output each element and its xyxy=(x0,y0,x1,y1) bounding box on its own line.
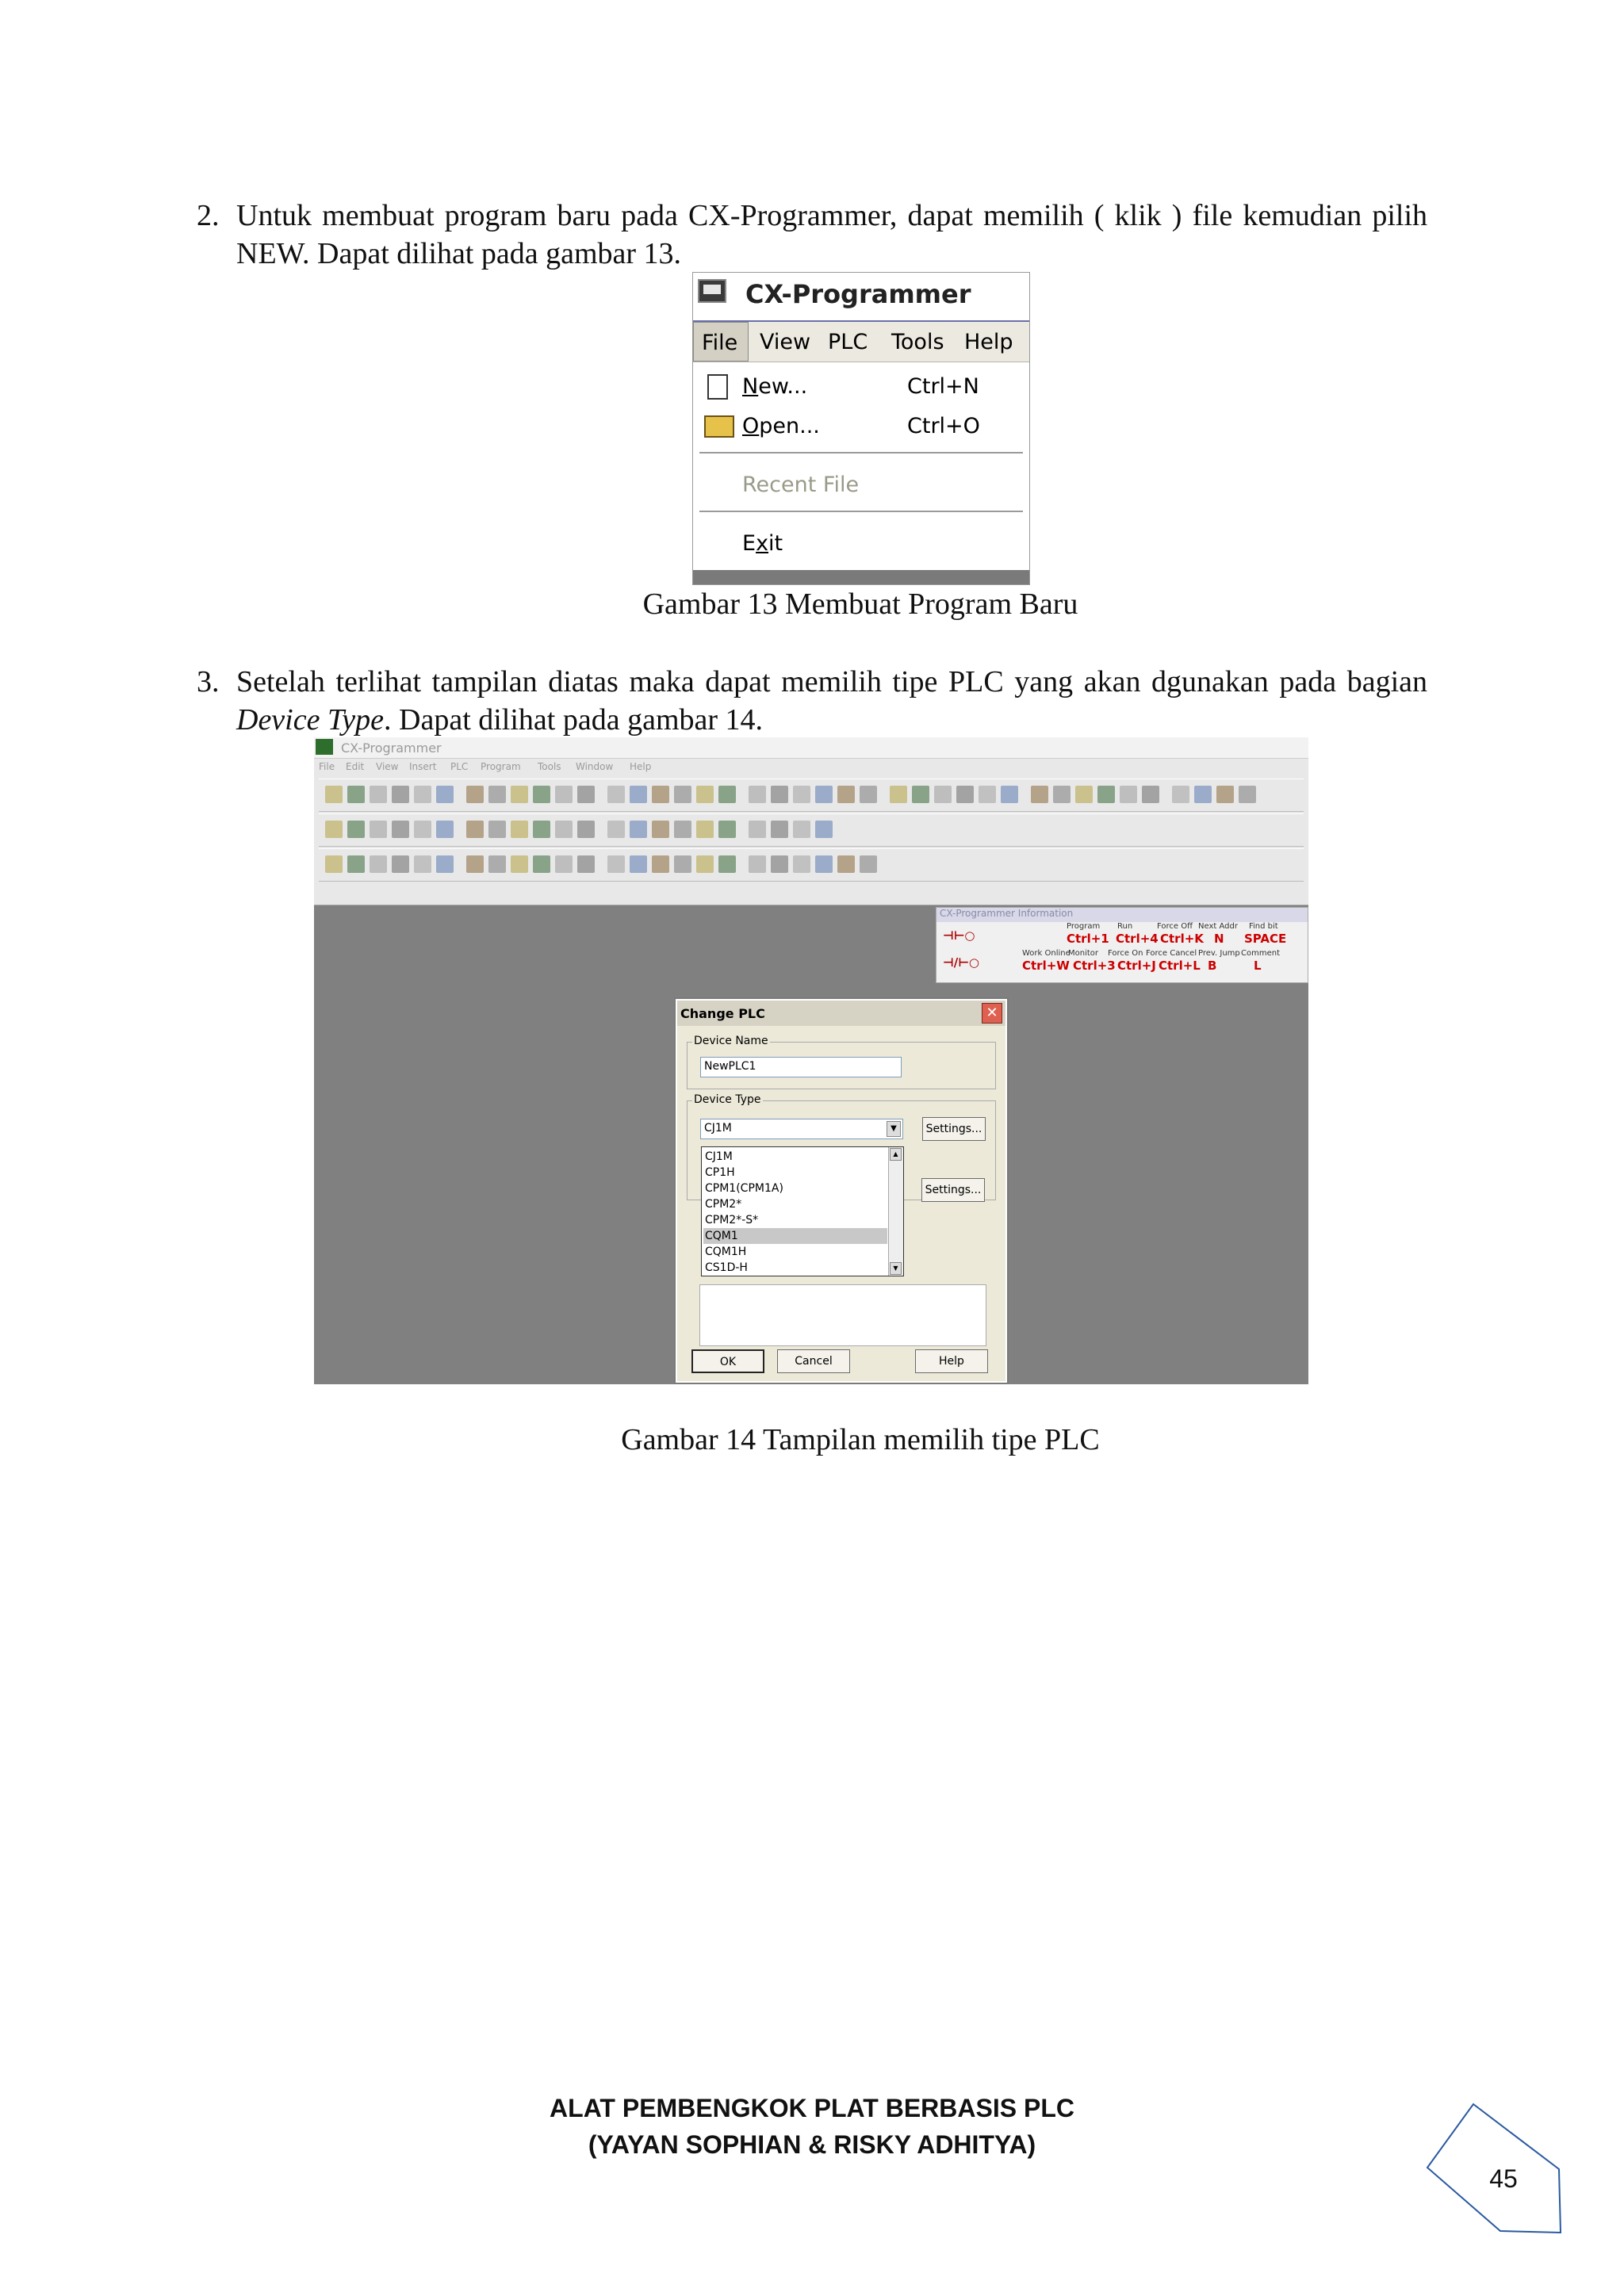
toolbar-button-icon[interactable] xyxy=(793,786,810,803)
toolbar-button-icon[interactable] xyxy=(607,855,625,873)
info-key: L xyxy=(1254,959,1262,973)
toolbar-button-icon[interactable] xyxy=(511,821,528,838)
cx-programmer-app-icon xyxy=(698,279,726,303)
info-label: Prev. Jump xyxy=(1198,949,1240,958)
toolbar-button-icon[interactable] xyxy=(674,821,691,838)
info-label: Next Addr xyxy=(1198,922,1238,931)
toolbar-button-icon[interactable] xyxy=(718,821,736,838)
toolbar-row-3 xyxy=(319,848,1304,882)
file-menu-dropdown xyxy=(693,363,1029,570)
menu-window[interactable]: Window xyxy=(576,761,614,772)
information-panel xyxy=(936,907,1308,983)
footer-authors: (YAYAN SOPHIAN & RISKY ADHITYA) xyxy=(588,2130,1036,2159)
info-label: Comment xyxy=(1241,949,1280,958)
toolbar-button-icon[interactable] xyxy=(696,855,714,873)
toolbar-button-icon[interactable] xyxy=(370,855,387,873)
toolbar-button-icon[interactable] xyxy=(1142,786,1159,803)
toolbar-button-icon[interactable] xyxy=(325,855,343,873)
paragraph-item-2 xyxy=(197,197,1427,273)
toolbar-button-icon[interactable] xyxy=(696,786,714,803)
toolbar-button-icon[interactable] xyxy=(555,855,573,873)
toolbar-button-icon[interactable] xyxy=(325,821,343,838)
text-emphasis: Device Type xyxy=(236,703,385,737)
shortcut-new: Ctrl+N xyxy=(907,374,979,399)
window-title-bar xyxy=(693,273,1029,322)
toolbar-button-icon[interactable] xyxy=(488,855,506,873)
dialog-title: Change PLC xyxy=(680,1006,765,1021)
comment-field[interactable] xyxy=(699,1284,986,1346)
info-key: Ctrl+4 xyxy=(1116,932,1159,946)
menu-file[interactable]: File xyxy=(693,322,749,362)
shortcut-open: Ctrl+O xyxy=(907,414,980,438)
toolbar-button-icon[interactable] xyxy=(815,855,833,873)
toolbar-button-icon[interactable] xyxy=(674,786,691,803)
menu-separator xyxy=(699,511,1023,512)
info-key: SPACE xyxy=(1244,932,1287,946)
paragraph-item-3 xyxy=(197,663,1427,739)
ladder-symbol-icon: ⊣⊢○ xyxy=(943,928,975,943)
scrollbar[interactable] xyxy=(888,1147,903,1276)
toolbar-button-icon[interactable] xyxy=(488,821,506,838)
window-title-bar xyxy=(314,737,1308,759)
toolbar-button-icon[interactable] xyxy=(652,855,669,873)
menu-item-exit[interactable]: Exit xyxy=(742,531,783,556)
scroll-down-icon[interactable]: ▼ xyxy=(890,1262,902,1275)
chevron-down-icon[interactable]: ▼ xyxy=(887,1121,901,1137)
toolbar-button-icon[interactable] xyxy=(1001,786,1018,803)
footer-title: ALAT PEMBENGKOK PLAT BERBASIS PLC xyxy=(550,2094,1074,2122)
toolbar-button-icon[interactable] xyxy=(837,786,855,803)
toolbar-button-icon[interactable] xyxy=(890,786,907,803)
information-panel-title: CX-Programmer Information xyxy=(936,908,1308,922)
toolbar-button-icon[interactable] xyxy=(607,821,625,838)
device-name-label: Device Name xyxy=(694,1035,768,1047)
toolbar-button-icon[interactable] xyxy=(652,786,669,803)
ok-button[interactable]: OK xyxy=(691,1349,764,1373)
toolbar-button-icon[interactable] xyxy=(392,821,409,838)
info-key: N xyxy=(1214,932,1224,946)
menu-view[interactable]: View xyxy=(760,330,811,354)
toolbar-row-2 xyxy=(319,813,1304,847)
toolbar-button-icon[interactable] xyxy=(793,821,810,838)
toolbar-button-icon[interactable] xyxy=(347,821,365,838)
toolbar-button-icon[interactable] xyxy=(837,855,855,873)
toolbar-button-icon[interactable] xyxy=(749,855,766,873)
menu-edit[interactable]: Edit xyxy=(346,761,365,772)
page-number: 45 xyxy=(1489,2164,1518,2193)
menu-item-open[interactable]: Open... xyxy=(742,414,820,438)
toolbar-button-icon[interactable] xyxy=(436,855,454,873)
info-label: Monitor xyxy=(1068,949,1099,958)
toolbar-button-icon[interactable] xyxy=(1031,786,1048,803)
toolbar-button-icon[interactable] xyxy=(577,821,595,838)
toolbar-button-icon[interactable] xyxy=(607,786,625,803)
toolbar-button-icon[interactable] xyxy=(466,821,484,838)
toolbar-button-icon[interactable] xyxy=(436,821,454,838)
toolbar-button-icon[interactable] xyxy=(533,821,550,838)
toolbar-button-icon[interactable] xyxy=(511,855,528,873)
menu-view[interactable]: View xyxy=(376,761,399,772)
toolbar-button-icon[interactable] xyxy=(555,821,573,838)
settings-button[interactable]: Settings... xyxy=(922,1117,986,1141)
toolbar-button-icon[interactable] xyxy=(1097,786,1115,803)
menu-separator xyxy=(699,452,1023,453)
toolbar-button-icon[interactable] xyxy=(414,821,431,838)
info-key: Ctrl+W xyxy=(1022,959,1070,973)
application-chrome xyxy=(314,737,1308,905)
device-type-option[interactable]: CQM1H xyxy=(705,1246,747,1258)
menu-item-recent-file: Recent File xyxy=(742,473,860,497)
toolbar-button-icon[interactable] xyxy=(577,855,595,873)
toolbar-button-icon[interactable] xyxy=(392,855,409,873)
help-button[interactable]: Help xyxy=(915,1349,988,1373)
device-type-option[interactable]: CPM1(CPM1A) xyxy=(705,1182,783,1195)
device-type-option[interactable]: CPM2*-S* xyxy=(705,1214,759,1226)
toolbar-button-icon[interactable] xyxy=(1239,786,1256,803)
window-title: CX-Programmer xyxy=(745,279,971,309)
info-label: Find bit xyxy=(1249,922,1278,931)
toolbar-button-icon[interactable] xyxy=(533,855,550,873)
device-type-option[interactable]: CP1H xyxy=(705,1166,735,1179)
toolbar-button-icon[interactable] xyxy=(771,786,788,803)
toolbar-button-icon[interactable] xyxy=(466,855,484,873)
device-type-selected-value: CJ1M xyxy=(704,1122,732,1135)
toolbar-button-icon[interactable] xyxy=(1194,786,1212,803)
device-type-option[interactable]: CS1D-H xyxy=(705,1261,748,1274)
open-folder-icon xyxy=(704,415,734,438)
info-label: Work Online xyxy=(1022,949,1071,958)
figure-14-caption: Gambar 14 Tampilan memilih tipe PLC xyxy=(621,1423,1100,1456)
toolbar-button-icon[interactable] xyxy=(392,786,409,803)
device-type-option[interactable]: CPM2* xyxy=(705,1198,742,1211)
toolbar-button-icon[interactable] xyxy=(1053,786,1071,803)
info-key: Ctrl+3 xyxy=(1073,959,1116,973)
info-key: Ctrl+1 xyxy=(1067,932,1109,946)
toolbar-button-icon[interactable] xyxy=(1172,786,1189,803)
toolbar-button-icon[interactable] xyxy=(511,786,528,803)
figure-14-change-plc-screenshot xyxy=(314,737,1308,1384)
toolbar-button-icon[interactable] xyxy=(860,855,877,873)
toolbar-button-icon[interactable] xyxy=(533,786,550,803)
toolbar-button-icon[interactable] xyxy=(1120,786,1137,803)
device-name-field[interactable]: NewPLC1 xyxy=(700,1057,902,1077)
menu-bottom-edge xyxy=(693,570,1029,584)
toolbar-button-icon[interactable] xyxy=(934,786,952,803)
info-label: Program xyxy=(1067,922,1101,931)
toolbar-button-icon[interactable] xyxy=(630,786,647,803)
toolbar-button-icon[interactable] xyxy=(347,855,365,873)
cx-programmer-app-icon xyxy=(316,739,333,755)
new-document-icon xyxy=(707,374,728,400)
toolbar-button-icon[interactable] xyxy=(771,821,788,838)
toolbar-button-icon[interactable] xyxy=(1216,786,1234,803)
toolbar-button-icon[interactable] xyxy=(860,786,877,803)
toolbar-button-icon[interactable] xyxy=(718,786,736,803)
toolbar-button-icon[interactable] xyxy=(414,786,431,803)
change-plc-dialog xyxy=(676,999,1007,1383)
menu-insert[interactable]: Insert xyxy=(409,761,437,772)
toolbar-button-icon[interactable] xyxy=(956,786,974,803)
toolbar-button-icon[interactable] xyxy=(555,786,573,803)
network-settings-button[interactable]: Settings... xyxy=(921,1178,985,1202)
info-key: Ctrl+K xyxy=(1160,932,1204,946)
menu-plc[interactable]: PLC xyxy=(828,330,868,354)
toolbar-button-icon[interactable] xyxy=(414,855,431,873)
ladder-symbol-icon: ⊣/⊢○ xyxy=(943,955,979,970)
toolbar-button-icon[interactable] xyxy=(749,821,766,838)
toolbar-button-icon[interactable] xyxy=(370,821,387,838)
text-segment: Setelah terlihat tampilan diatas maka dapat memilih tipe PLC yang akan dgunakan pada bagian xyxy=(236,665,1427,698)
menu-program[interactable]: Program xyxy=(481,761,521,772)
toolbar-button-icon[interactable] xyxy=(630,821,647,838)
figure-13-file-menu-screenshot xyxy=(692,272,1030,585)
toolbar-button-icon[interactable] xyxy=(815,786,833,803)
device-type-option[interactable]: CQM1 xyxy=(703,1228,887,1244)
device-type-option[interactable]: CJ1M xyxy=(705,1150,733,1163)
info-key: Ctrl+L xyxy=(1159,959,1201,973)
toolbar-button-icon[interactable] xyxy=(749,786,766,803)
info-key: B xyxy=(1208,959,1217,973)
toolbar-button-icon[interactable] xyxy=(912,786,929,803)
toolbar-button-icon[interactable] xyxy=(771,855,788,873)
toolbar-button-icon[interactable] xyxy=(718,855,736,873)
toolbar-button-icon[interactable] xyxy=(347,786,365,803)
toolbar-button-icon[interactable] xyxy=(577,786,595,803)
paragraph-text: Untuk membuat program baru pada CX-Programmer, dapat memilih ( klik ) file kemudian pilih NEW. Dapat dilihat pada gambar 13. xyxy=(236,199,1427,270)
toolbar-button-icon[interactable] xyxy=(630,855,647,873)
toolbar-button-icon[interactable] xyxy=(696,821,714,838)
list-number: 2. xyxy=(197,199,220,232)
menu-bar xyxy=(693,322,1029,362)
menu-help[interactable]: Help xyxy=(630,761,652,772)
window-title: CX-Programmer xyxy=(341,740,442,756)
close-icon[interactable]: ✕ xyxy=(982,1003,1002,1024)
info-label: Run xyxy=(1117,922,1133,931)
device-name-group xyxy=(687,1035,996,1089)
toolbar-button-icon[interactable] xyxy=(436,786,454,803)
toolbar-button-icon[interactable] xyxy=(466,786,484,803)
info-key: Ctrl+J xyxy=(1117,959,1156,973)
info-label: Force Off xyxy=(1157,922,1193,931)
toolbar-button-icon[interactable] xyxy=(488,786,506,803)
toolbar-button-icon[interactable] xyxy=(979,786,996,803)
dialog-title-bar xyxy=(677,1001,1005,1026)
menu-tools[interactable]: Tools xyxy=(538,761,561,772)
text-segment: . Dapat dilihat pada gambar 14. xyxy=(384,703,764,737)
toolbar-button-icon[interactable] xyxy=(652,821,669,838)
scroll-up-icon[interactable]: ▲ xyxy=(890,1148,902,1161)
menu-tools[interactable]: Tools xyxy=(891,330,944,354)
device-type-select[interactable] xyxy=(700,1119,903,1139)
info-label: Force On xyxy=(1108,949,1143,958)
toolbar-row-1 xyxy=(319,779,1304,812)
figure-13-caption: Gambar 13 Membuat Program Baru xyxy=(642,587,1078,621)
toolbar-button-icon[interactable] xyxy=(674,855,691,873)
toolbar-button-icon[interactable] xyxy=(793,855,810,873)
menu-item-new[interactable]: New... xyxy=(742,374,808,399)
cancel-button[interactable]: Cancel xyxy=(777,1349,850,1373)
menu-help[interactable]: Help xyxy=(964,330,1013,354)
toolbar-button-icon[interactable] xyxy=(325,786,343,803)
paragraph-text xyxy=(236,663,1427,739)
menu-file[interactable]: File xyxy=(319,761,335,772)
menu-plc[interactable]: PLC xyxy=(450,761,469,772)
toolbar-button-icon[interactable] xyxy=(370,786,387,803)
device-type-label: Device Type xyxy=(694,1093,761,1106)
info-label: Force Cancel xyxy=(1146,949,1197,958)
toolbar-button-icon[interactable] xyxy=(815,821,833,838)
device-type-dropdown-list[interactable] xyxy=(701,1146,904,1276)
list-number: 3. xyxy=(197,665,220,698)
toolbar-button-icon[interactable] xyxy=(1075,786,1093,803)
menu-bar xyxy=(314,759,1308,776)
